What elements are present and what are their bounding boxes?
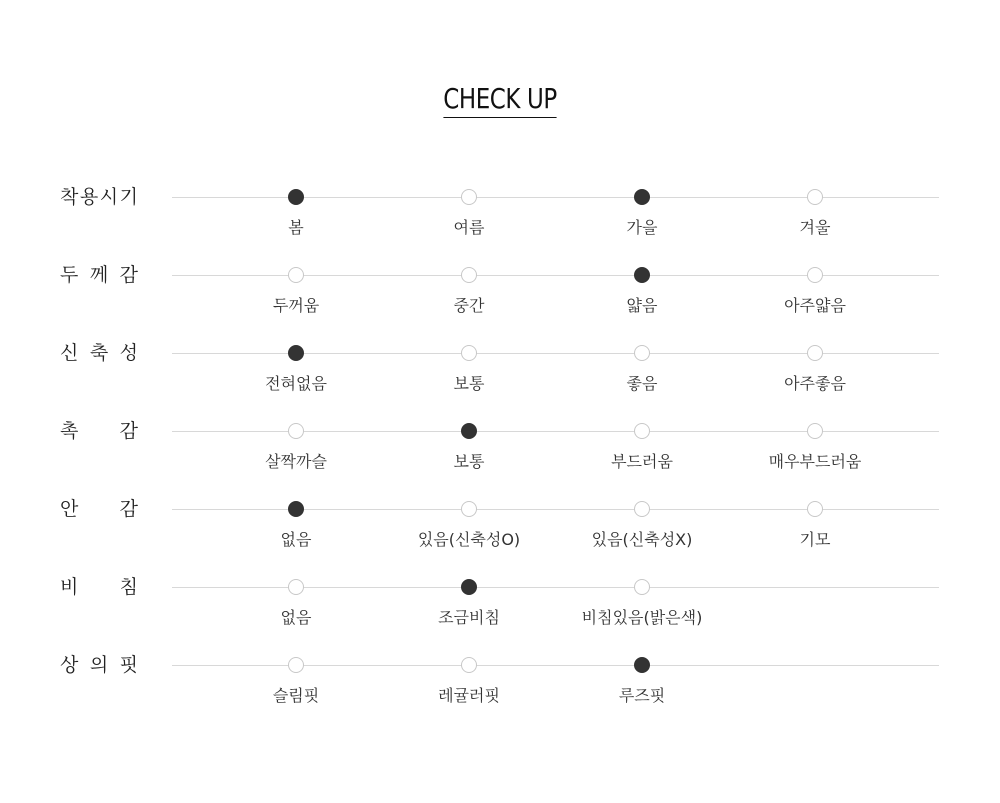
checkup-row <box>0 498 1000 569</box>
unselected-dot <box>807 423 823 439</box>
unselected-dot <box>807 267 823 283</box>
row-label: 두 께 감 <box>60 264 138 286</box>
option-label: 있음(신축성X) <box>591 530 693 549</box>
option-label: 봄 <box>288 218 304 237</box>
unselected-dot <box>634 345 650 361</box>
selected-dot <box>288 345 304 361</box>
selected-dot <box>461 579 477 595</box>
unselected-dot <box>288 267 304 283</box>
row-label: 상 의 핏 <box>60 654 138 676</box>
checkup-row <box>0 342 1000 413</box>
selected-dot <box>634 657 650 673</box>
option-label: 전혀없음 <box>265 374 327 393</box>
row-label: 촉 감 <box>60 420 138 442</box>
option-label: 좋음 <box>626 374 658 393</box>
option-label: 없음 <box>280 608 312 627</box>
option-label: 레귤러핏 <box>438 686 500 705</box>
option-label: 기모 <box>799 530 831 549</box>
unselected-dot <box>461 189 477 205</box>
checkup-row <box>0 576 1000 647</box>
option-label: 루즈핏 <box>618 686 666 705</box>
option-label: 여름 <box>453 218 485 237</box>
selected-dot <box>288 189 304 205</box>
option-label: 비침있음(밝은색) <box>581 608 703 627</box>
option-label: 보통 <box>453 452 485 471</box>
unselected-dot <box>288 657 304 673</box>
checkup-row <box>0 654 1000 725</box>
unselected-dot <box>807 501 823 517</box>
option-label: 조금비침 <box>438 608 500 627</box>
unselected-dot <box>807 345 823 361</box>
option-label: 슬림핏 <box>272 686 320 705</box>
option-label: 겨울 <box>799 218 831 237</box>
option-label: 아주얇음 <box>784 296 846 315</box>
option-label: 없음 <box>280 530 312 549</box>
option-label: 있음(신축성O) <box>417 530 521 549</box>
checkup-row <box>0 264 1000 335</box>
selected-dot <box>461 423 477 439</box>
option-label: 얇음 <box>626 296 658 315</box>
checkup-row <box>0 186 1000 257</box>
option-label: 가을 <box>626 218 658 237</box>
row-label: 착 용 시 기 <box>60 186 138 208</box>
unselected-dot <box>807 189 823 205</box>
unselected-dot <box>288 423 304 439</box>
selected-dot <box>288 501 304 517</box>
option-label: 매우부드러움 <box>768 452 862 471</box>
unselected-dot <box>461 345 477 361</box>
row-label: 신 축 성 <box>60 342 138 364</box>
page-title-text: CHECK UP <box>443 83 557 118</box>
checkup-row <box>0 420 1000 491</box>
selected-dot <box>634 267 650 283</box>
unselected-dot <box>461 657 477 673</box>
option-label: 중간 <box>453 296 485 315</box>
row-label: 안 감 <box>60 498 138 520</box>
unselected-dot <box>461 501 477 517</box>
row-label: 비 침 <box>60 576 138 598</box>
option-label: 부드러움 <box>611 452 673 471</box>
option-label: 아주좋음 <box>784 374 846 393</box>
unselected-dot <box>634 423 650 439</box>
unselected-dot <box>288 579 304 595</box>
unselected-dot <box>634 579 650 595</box>
option-label: 두꺼움 <box>272 296 320 315</box>
unselected-dot <box>461 267 477 283</box>
option-label: 살짝까슬 <box>265 452 327 471</box>
selected-dot <box>634 189 650 205</box>
unselected-dot <box>634 501 650 517</box>
option-label: 보통 <box>453 374 485 393</box>
